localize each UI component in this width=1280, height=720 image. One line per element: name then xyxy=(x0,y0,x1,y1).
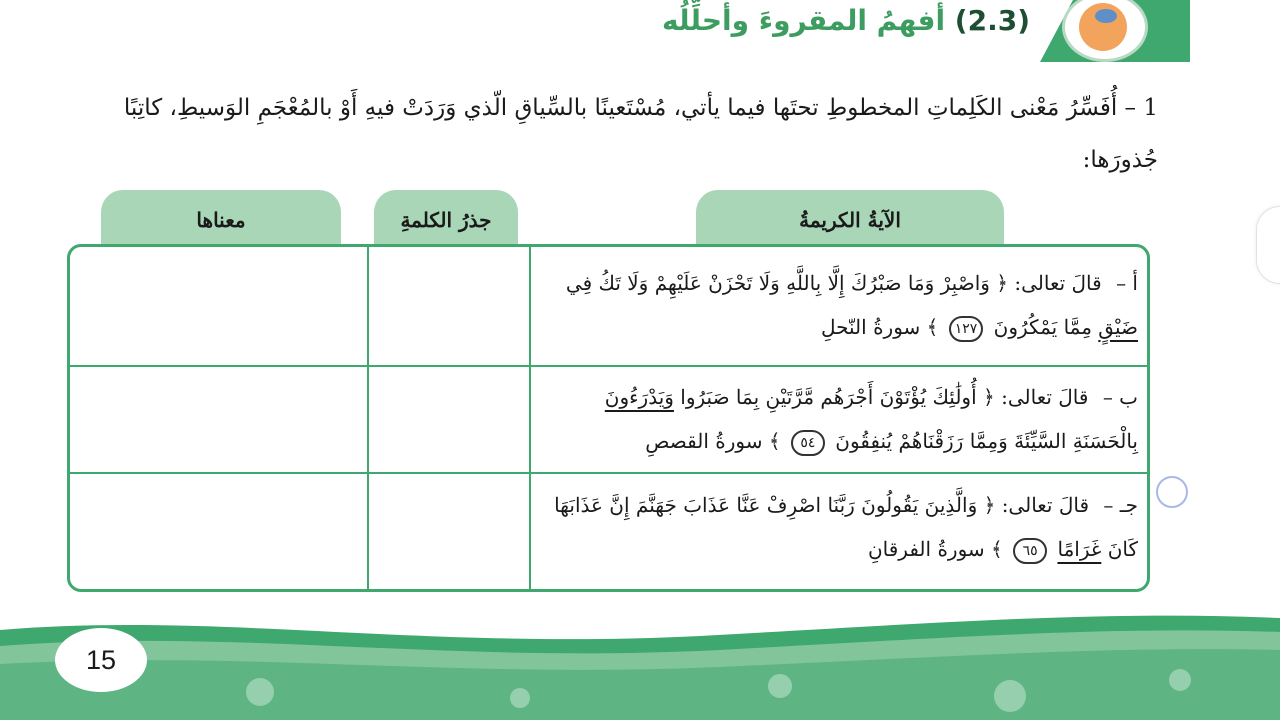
row-divider xyxy=(70,365,1147,367)
row-letter: ب – xyxy=(1102,385,1138,409)
lesson-title-text: أفهمُ المقروءَ وأحلِّلُه xyxy=(661,4,946,37)
footer-wave-band xyxy=(0,606,1280,720)
surah-name: سورةُ الفرقانِ xyxy=(867,537,985,561)
column-divider xyxy=(367,247,369,589)
header-ayah: الآيةُ الكريمةُ xyxy=(696,190,1004,244)
table-row-c-verse xyxy=(538,483,1138,571)
header-meaning: معناها xyxy=(101,190,341,244)
column-divider xyxy=(529,247,531,589)
page-number: 15 xyxy=(55,628,147,692)
brain-icon xyxy=(1079,3,1127,51)
row-letter: جـ – xyxy=(1103,493,1138,517)
verse-text: بِالْحَسَنَةِ السَّيِّئَةَ وَمِمَّا رَزَقْنَاهُمْ يُنفِقُونَ xyxy=(835,429,1138,453)
verse-close-bracket: ﴾ xyxy=(926,315,939,339)
verse-close-bracket: ﴾ xyxy=(991,537,1003,561)
underlined-word: ضَيْقٍ xyxy=(1098,315,1138,339)
row-letter: أ – xyxy=(1116,271,1138,295)
aya-number-badge: ١٢٧ xyxy=(949,316,984,342)
exercise-number: 1 – xyxy=(1124,95,1158,121)
table-row-a-verse xyxy=(538,261,1138,349)
underlined-word: غَرَامًا xyxy=(1057,537,1102,561)
verse-text: ﴿ أُولَٰئِكَ يُؤْتَوْنَ أَجْرَهُم مَّرَّتَيْنِ بِمَا صَبَرُوا xyxy=(680,385,995,409)
lesson-number: (2.3) xyxy=(954,4,1030,37)
exercise-table xyxy=(67,244,1150,592)
row-divider xyxy=(70,472,1147,474)
verse-text: ﴿ وَاصْبِرْ وَمَا صَبْرُكَ إِلَّا بِاللَّهِ وَلَا تَحْزَنْ عَلَيْهِمْ وَلَا تَكُ فِي xyxy=(565,271,1008,295)
underlined-word: وَيَدْرَءُونَ xyxy=(604,385,674,409)
verse-intro: قالَ تعالى: xyxy=(1001,493,1090,517)
surah-name: سورةُ النّحلِ xyxy=(820,315,921,339)
header-root: جذرُ الكلمةِ xyxy=(374,190,518,244)
verse-intro: قالَ تعالى: xyxy=(1001,385,1089,409)
lesson-title xyxy=(662,4,1030,37)
table-row-b-verse xyxy=(538,375,1138,463)
side-panel-tab[interactable] xyxy=(1256,206,1280,284)
aya-number-badge: ٥٤ xyxy=(791,430,825,456)
verse-text: ﴿ وَالَّذِينَ يَقُولُونَ رَبَّنَا اصْرِفْ عَنَّا عَذَابَ جَهَنَّمَ إِنَّ عَذَابَهَا كَانَ xyxy=(554,493,1138,561)
verse-text: مِمَّا يَمْكُرُونَ xyxy=(993,315,1092,339)
verse-close-bracket: ﴾ xyxy=(768,429,781,453)
exercise-instruction xyxy=(118,82,1158,186)
verse-intro: قالَ تعالى: xyxy=(1014,271,1102,295)
surah-name: سورةُ القصصِ xyxy=(645,429,763,453)
exercise-text: أُفَسِّرُ مَعْنى الكَلِماتِ المخطوطِ تحتَها فيما يأتي، مُسْتَعينًا بالسِّياقِ الّذي وَرَدَتْ فيهِ أَوْ بالمُعْجَمِ الوَسيطِ، كاتِبًا جُذورَها: xyxy=(123,95,1158,173)
circle-outline-icon[interactable] xyxy=(1156,476,1188,508)
aya-number-badge: ٦٥ xyxy=(1013,538,1047,564)
